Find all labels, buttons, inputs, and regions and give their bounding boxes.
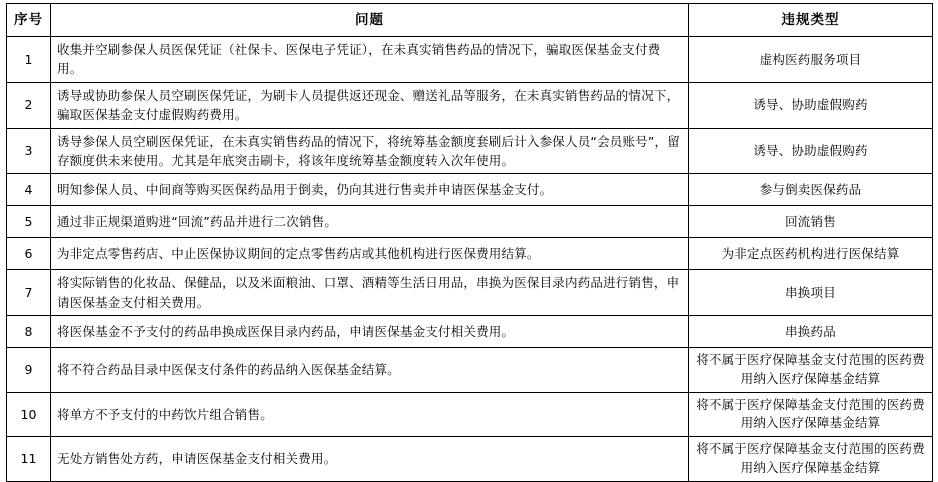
- row-index: 8: [7, 316, 51, 348]
- row-problem: 通过非正规渠道购进“回流”药品并进行二次销售。: [51, 206, 689, 238]
- row-index: 1: [7, 37, 51, 83]
- table-row: [7, 270, 933, 316]
- row-problem: 为非定点零售药店、中止医保协议期间的定点零售药店或其他机构进行医保费用结算。: [51, 238, 689, 270]
- row-violation-type: 将不属于医疗保障基金支付范围的医药费用纳入医疗保障基金结算: [689, 392, 933, 437]
- row-problem: 将实际销售的化妆品、保健品，以及米面粮油、口罩、酒精等生活日用品，串换为医保目录内药品进行销售，申请医保基金支付相关费用。: [51, 270, 689, 316]
- row-violation-type: 参与倒卖医保药品: [689, 174, 933, 206]
- table-row: [7, 238, 933, 270]
- table-row: [7, 348, 933, 393]
- row-index: 2: [7, 82, 51, 128]
- document-page: [0, 3, 938, 475]
- table-row: [7, 392, 933, 437]
- column-header-problem: 问题: [51, 4, 689, 37]
- table-row: [7, 206, 933, 238]
- row-problem: 将不符合药品目录中医保支付条件的药品纳入医保基金结算。: [51, 348, 689, 393]
- row-violation-type: 串换药品: [689, 316, 933, 348]
- row-violation-type: 将不属于医疗保障基金支付范围的医药费用纳入医疗保障基金结算: [689, 348, 933, 393]
- table-header-row: [7, 4, 933, 37]
- row-violation-type: 虚构医药服务项目: [689, 37, 933, 83]
- row-violation-type: 将不属于医疗保障基金支付范围的医药费用纳入医疗保障基金结算: [689, 437, 933, 482]
- row-violation-type: 回流销售: [689, 206, 933, 238]
- table-row: [7, 82, 933, 128]
- table-row: [7, 128, 933, 174]
- row-index: 11: [7, 437, 51, 482]
- row-problem: 诱导参保人员空刷医保凭证，在未真实销售药品的情况下，将统筹基金额度套刷后计入参保人员“会员账号”，留存额度供未来使用。尤其是年底突击刷卡，将该年度统筹基金额度转入次年使用。: [51, 128, 689, 174]
- row-index: 3: [7, 128, 51, 174]
- row-violation-type: 为非定点医药机构进行医保结算: [689, 238, 933, 270]
- row-problem: 无处方销售处方药，申请医保基金支付相关费用。: [51, 437, 689, 482]
- row-index: 10: [7, 392, 51, 437]
- row-problem: 收集并空刷参保人员医保凭证（社保卡、医保电子凭证），在未真实销售药品的情况下，骗取医保基金支付费用。: [51, 37, 689, 83]
- row-index: 7: [7, 270, 51, 316]
- column-header-index: 序号: [7, 4, 51, 37]
- row-problem: 将单方不予支付的中药饮片组合销售。: [51, 392, 689, 437]
- violation-types-table: [6, 3, 933, 482]
- row-violation-type: 诱导、协助虚假购药: [689, 82, 933, 128]
- row-index: 9: [7, 348, 51, 393]
- table-row: [7, 437, 933, 482]
- row-problem: 诱导或协助参保人员空刷医保凭证，为刷卡人员提供返还现金、赠送礼品等服务，在未真实销售药品的情况下，骗取医保基金支付虚假购药费用。: [51, 82, 689, 128]
- row-index: 4: [7, 174, 51, 206]
- table-row: [7, 37, 933, 83]
- row-index: 6: [7, 238, 51, 270]
- table-row: [7, 174, 933, 206]
- row-violation-type: 串换项目: [689, 270, 933, 316]
- table-row: [7, 316, 933, 348]
- column-header-violation-type: 违规类型: [689, 4, 933, 37]
- row-index: 5: [7, 206, 51, 238]
- row-problem: 将医保基金不予支付的药品串换成医保目录内药品，申请医保基金支付相关费用。: [51, 316, 689, 348]
- row-violation-type: 诱导、协助虚假购药: [689, 128, 933, 174]
- row-problem: 明知参保人员、中间商等购买医保药品用于倒卖，仍向其进行售卖并申请医保基金支付。: [51, 174, 689, 206]
